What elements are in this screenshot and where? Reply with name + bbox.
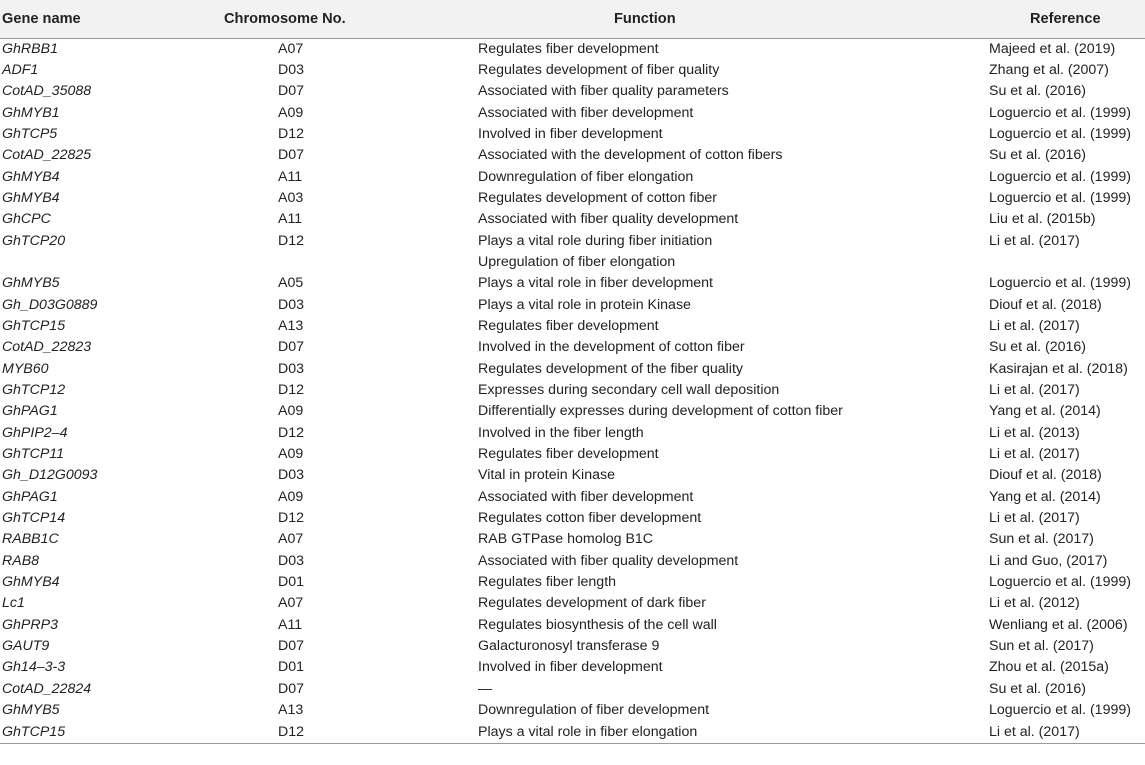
cell-function: Regulates development of cotton fiber <box>478 189 717 206</box>
cell-function: RAB GTPase homolog B1C <box>478 531 654 548</box>
cell-function: Regulates development of dark fiber <box>478 595 706 612</box>
cell-chromosome: D12 <box>278 125 305 142</box>
cell-reference: Su et al. (2016) <box>989 680 1087 697</box>
cell-chromosome: A03 <box>278 189 304 206</box>
cell-gene-name: GhMYB1 <box>2 104 60 121</box>
cell-chromosome: D07 <box>278 339 305 356</box>
cell-gene-name: GhTCP14 <box>2 510 66 527</box>
cell-function: Involved in the fiber length <box>478 424 644 441</box>
header-reference: Reference <box>984 0 1145 38</box>
cell-reference: Kasirajan et al. (2018) <box>989 360 1128 377</box>
cell-gene-name: GhPIP2–4 <box>2 424 68 441</box>
cell-gene-name: GhTCP15 <box>2 317 66 334</box>
table-row <box>0 722 1145 744</box>
cell-function: Downregulation of fiber elongation <box>478 168 694 185</box>
cell-function: Expresses during secondary cell wall deposition <box>478 382 780 398</box>
table-row <box>0 60 1145 81</box>
table-body <box>0 38 1145 743</box>
cell-reference: Li and Guo, (2017) <box>989 552 1108 569</box>
cell-function: Associated with the development of cotton fibers <box>478 147 783 164</box>
cell-gene-name: GhMYB4 <box>2 189 60 206</box>
cell-function: Regulates development of fiber quality <box>478 61 720 78</box>
cell-chromosome: A13 <box>278 702 304 719</box>
table-row <box>0 359 1145 380</box>
cell-function: Associated with fiber quality development <box>478 552 739 569</box>
cell-reference: Loguercio et al. (1999) <box>989 168 1131 185</box>
cell-gene-name: GhTCP5 <box>2 125 58 142</box>
cell-function: Regulates fiber development <box>478 40 659 57</box>
cell-function: Vital in protein Kinase <box>478 467 615 484</box>
cell-gene-name: ADF1 <box>2 61 39 78</box>
cell-gene-name: GhTCP11 <box>2 446 65 463</box>
table-row <box>0 273 1145 294</box>
cell-chromosome: D03 <box>278 552 305 569</box>
cell-function: Downregulation of fiber development <box>478 702 710 719</box>
cell-gene-name: Gh14–3-3 <box>2 659 66 676</box>
cell-gene-name: CotAD_22823 <box>2 339 92 356</box>
table-row <box>0 508 1145 529</box>
cell-chromosome: A07 <box>278 531 304 548</box>
cell-chromosome: D01 <box>278 574 305 591</box>
cell-reference: Loguercio et al. (1999) <box>989 104 1131 121</box>
cell-reference: Li et al. (2013) <box>989 424 1080 441</box>
cell-gene-name: CotAD_22825 <box>2 147 92 164</box>
table-row <box>0 124 1145 145</box>
cell-gene-name: Gh_D03G0889 <box>2 296 98 313</box>
table-row <box>0 316 1145 337</box>
cell-reference: Loguercio et al. (1999) <box>989 125 1131 142</box>
table-row <box>0 145 1145 166</box>
cell-reference: Loguercio et al. (1999) <box>989 702 1131 719</box>
cell-chromosome: D03 <box>278 296 305 313</box>
cell-reference: Su et al. (2016) <box>989 339 1087 356</box>
cell-chromosome: D07 <box>278 680 305 697</box>
cell-function: Associated with fiber development <box>478 488 694 505</box>
table-row <box>0 615 1145 636</box>
cell-function: — <box>478 680 493 697</box>
cell-gene-name: GhMYB5 <box>2 702 60 719</box>
cell-gene-name: GhTCP20 <box>2 232 66 249</box>
table-row <box>0 209 1145 230</box>
cell-function: Involved in the development of cotton fiber <box>478 339 745 356</box>
header-gene-name: Gene name <box>0 0 223 38</box>
cell-reference: Loguercio et al. (1999) <box>989 275 1131 292</box>
cell-gene-name: GhMYB5 <box>2 275 60 292</box>
header-chromosome: Chromosome No. <box>223 0 478 38</box>
table-row <box>0 572 1145 593</box>
cell-gene-name: RABB1C <box>2 531 59 548</box>
cell-reference: Li et al. (2017) <box>989 317 1080 334</box>
cell-chromosome: D03 <box>278 467 305 484</box>
table-row <box>0 529 1145 550</box>
table-row <box>0 423 1145 444</box>
cell-reference: Loguercio et al. (1999) <box>989 574 1131 591</box>
cell-reference: Yang et al. (2014) <box>989 488 1101 505</box>
table-row <box>0 38 1145 60</box>
cell-gene-name: CotAD_35088 <box>2 83 92 100</box>
table-row <box>0 679 1145 700</box>
table-row <box>0 700 1145 721</box>
cell-function: Regulates fiber development <box>478 317 659 334</box>
cell-reference: Su et al. (2016) <box>989 83 1087 100</box>
cell-function: Plays a vital role in fiber elongation <box>478 722 984 744</box>
cell-reference: Liu et al. (2015b) <box>989 211 1096 228</box>
cell-reference: Sun et al. (2017) <box>989 531 1094 548</box>
cell-function: Differentially expresses during development of cotton fiber <box>478 403 843 420</box>
cell-reference: Zhou et al. (2015a) <box>989 659 1109 676</box>
cell-chromosome: A09 <box>278 403 304 420</box>
cell-reference: Li et al. (2017) <box>989 446 1080 463</box>
cell-reference: Yang et al. (2014) <box>989 403 1101 420</box>
cell-gene-name: GhTCP15 <box>0 722 223 744</box>
table-row <box>0 444 1145 465</box>
cell-function: Involved in fiber development <box>478 125 663 142</box>
table-row <box>0 231 1145 252</box>
cell-function: Plays a vital role in fiber development <box>478 275 714 292</box>
cell-gene-name: GhCPC <box>2 211 51 228</box>
cell-function: Associated with fiber quality parameters <box>478 83 729 100</box>
cell-function: Galacturonosyl transferase 9 <box>478 638 660 655</box>
cell-chromosome: A09 <box>278 488 304 505</box>
cell-chromosome: A07 <box>278 40 304 57</box>
cell-reference: Sun et al. (2017) <box>989 638 1094 655</box>
header-function: Function <box>478 0 984 38</box>
cell-chromosome: D07 <box>278 83 305 100</box>
cell-chromosome: D07 <box>278 638 305 655</box>
cell-gene-name <box>0 252 223 273</box>
cell-reference: Wenliang et al. (2006) <box>989 616 1128 633</box>
table-row <box>0 188 1145 209</box>
table-row <box>0 636 1145 657</box>
table-row <box>0 657 1145 678</box>
cell-chromosome: A13 <box>278 317 304 334</box>
cell-function: Associated with fiber development <box>478 104 694 121</box>
table-row <box>0 593 1145 614</box>
cell-reference: Diouf et al. (2018) <box>989 296 1102 313</box>
cell-reference <box>984 252 1145 273</box>
cell-reference: Li et al. (2017) <box>989 510 1080 527</box>
cell-chromosome: D12 <box>278 382 305 398</box>
cell-chromosome: A11 <box>278 616 303 633</box>
table-row <box>0 167 1145 188</box>
table-row <box>0 81 1145 102</box>
cell-reference: Li et al. (2017) <box>989 232 1080 249</box>
cell-gene-name: GAUT9 <box>2 638 50 655</box>
table-row <box>0 465 1145 486</box>
cell-reference: Majeed et al. (2019) <box>989 40 1116 57</box>
cell-gene-name: Gh_D12G0093 <box>2 467 98 484</box>
cell-chromosome: A07 <box>278 595 304 612</box>
cell-function: Associated with fiber quality development <box>478 211 739 228</box>
cell-function: Regulates biosynthesis of the cell wall <box>478 616 717 633</box>
table-row <box>0 337 1145 358</box>
cell-gene-name: Lc1 <box>2 595 25 612</box>
cell-reference: Li et al. (2012) <box>989 595 1080 612</box>
cell-gene-name: GhMYB4 <box>2 168 60 185</box>
cell-gene-name: RAB8 <box>2 552 40 569</box>
cell-function: Upregulation of fiber elongation <box>478 253 676 270</box>
cell-gene-name: GhPAG1 <box>2 488 58 505</box>
cell-chromosome: D07 <box>278 147 305 164</box>
cell-chromosome <box>223 252 478 273</box>
cell-chromosome: A09 <box>278 446 304 463</box>
table-row <box>0 252 1145 273</box>
table-row <box>0 401 1145 422</box>
cell-function: Involved in fiber development <box>478 659 663 676</box>
cell-reference: Zhang et al. (2007) <box>989 61 1109 78</box>
cell-gene-name: GhMYB4 <box>2 574 60 591</box>
cell-gene-name: GhRBB1 <box>2 40 58 57</box>
table-header <box>0 0 1145 38</box>
table-row <box>0 487 1145 508</box>
cell-chromosome: D12 <box>223 722 478 744</box>
cell-gene-name: GhPRP3 <box>2 616 58 633</box>
cell-gene-name: CotAD_22824 <box>2 680 92 697</box>
cell-function: Regulates development of the fiber quality <box>478 360 743 377</box>
cell-chromosome: D01 <box>278 659 305 676</box>
cell-gene-name: GhTCP12 <box>2 382 66 398</box>
cell-chromosome: D12 <box>278 510 305 527</box>
cell-reference: Li et al. (2017) <box>984 722 1145 744</box>
cell-function: Regulates cotton fiber development <box>478 510 702 527</box>
cell-function: Regulates fiber development <box>478 446 659 463</box>
table-row <box>0 103 1145 124</box>
cell-gene-name: GhPAG1 <box>2 403 58 420</box>
cell-chromosome: D03 <box>278 360 305 377</box>
cell-chromosome: A11 <box>278 211 303 228</box>
cell-chromosome: A05 <box>278 275 304 292</box>
header-row <box>0 0 1145 38</box>
table-row <box>0 295 1145 316</box>
cell-function: Plays a vital role in protein Kinase <box>478 296 691 313</box>
cell-chromosome: A11 <box>278 168 303 185</box>
cell-chromosome: D03 <box>278 61 305 78</box>
table-row <box>0 380 1145 401</box>
cell-chromosome: D12 <box>278 424 305 441</box>
cell-gene-name: MYB60 <box>2 360 49 377</box>
cell-function: Plays a vital role during fiber initiation <box>478 232 713 249</box>
cell-reference: Li et al. (2017) <box>989 382 1080 398</box>
cell-chromosome: A09 <box>278 104 304 121</box>
table-row <box>0 551 1145 572</box>
cell-chromosome: D12 <box>278 232 305 249</box>
cell-reference: Diouf et al. (2018) <box>989 467 1102 484</box>
cell-reference: Su et al. (2016) <box>989 147 1087 164</box>
cell-function: Regulates fiber length <box>478 574 617 591</box>
cell-reference: Loguercio et al. (1999) <box>989 189 1131 206</box>
